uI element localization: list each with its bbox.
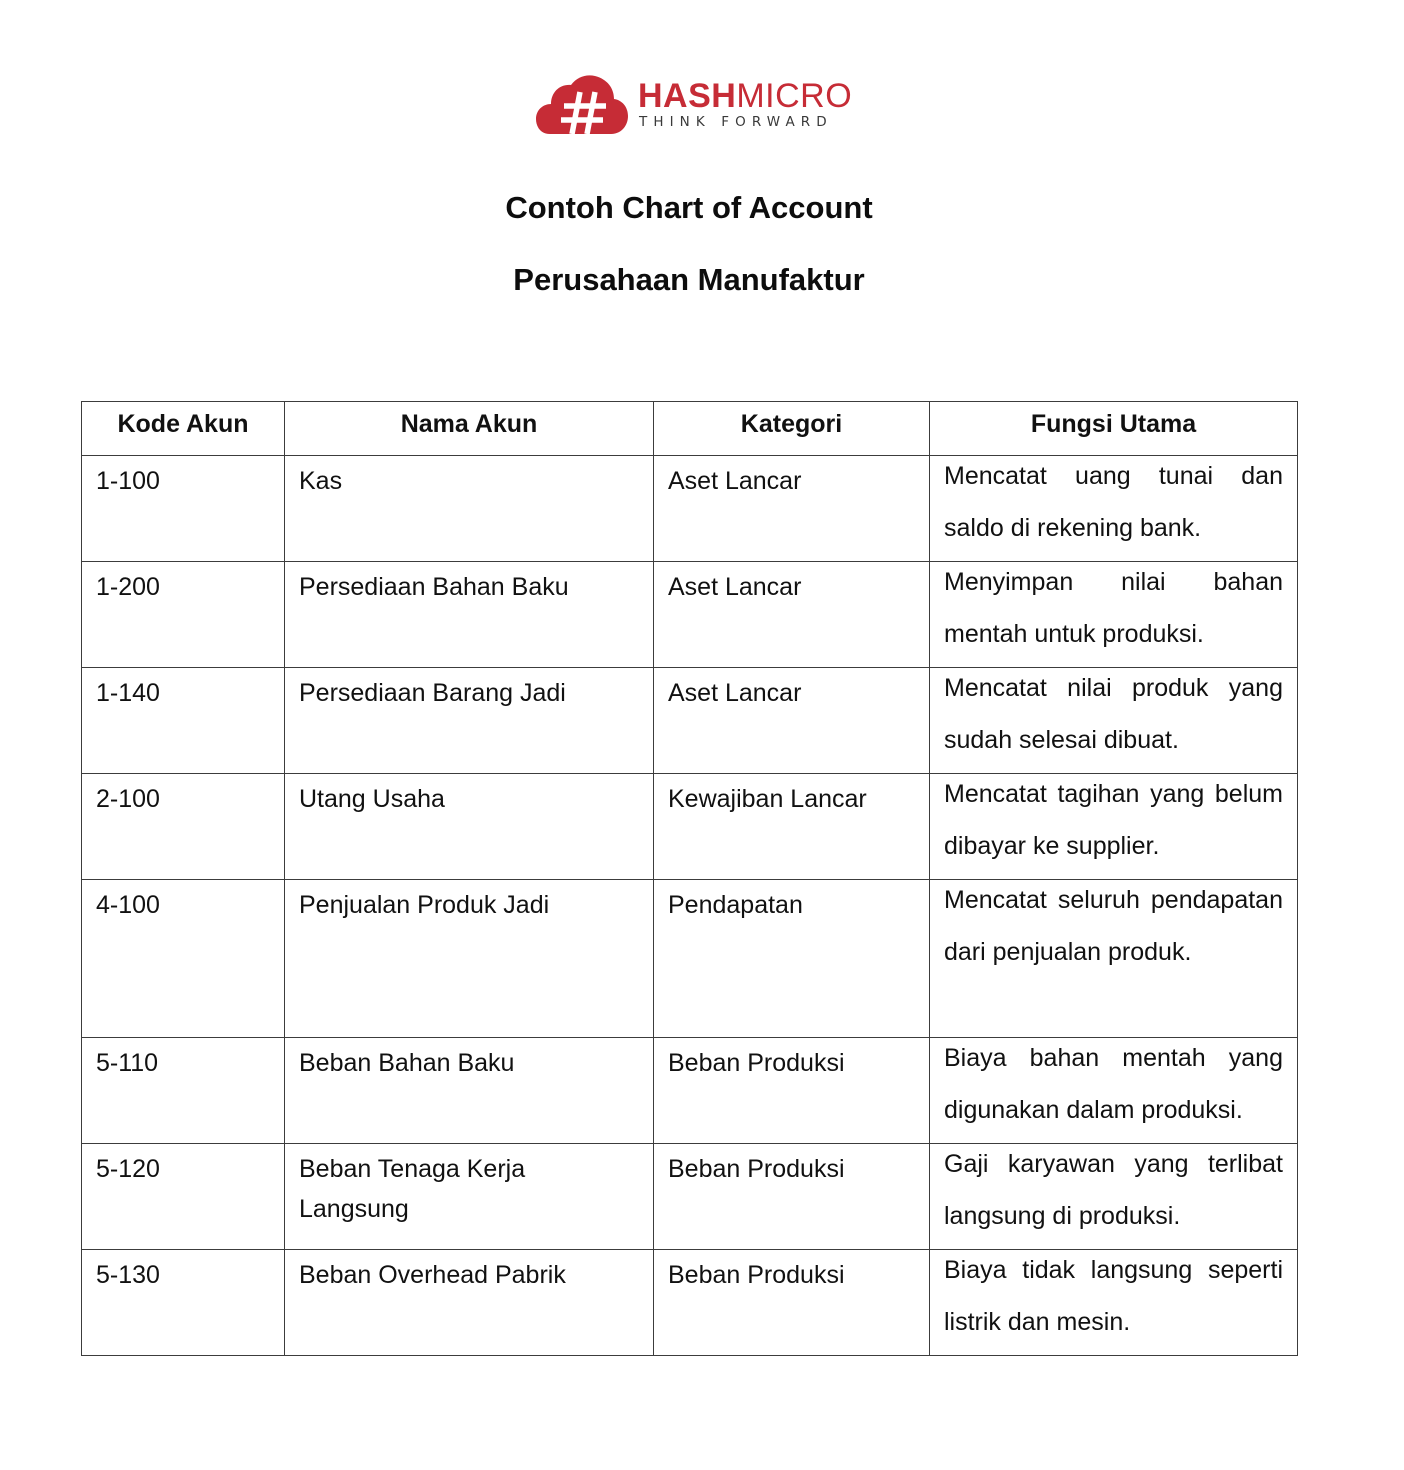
cell-fungsi bbox=[930, 1038, 1298, 1144]
cell-fungsi-text: Biaya tidak langsung seperti listrik dan mesin. bbox=[944, 1256, 1283, 1336]
table-row bbox=[82, 668, 1298, 774]
table-row bbox=[82, 880, 1298, 1038]
cell-fungsi bbox=[930, 562, 1298, 668]
document-title: Contoh Chart of Account bbox=[505, 190, 873, 225]
cell-kategori: Beban Produksi bbox=[654, 1144, 930, 1250]
brand-name-bold: HASH bbox=[638, 77, 737, 115]
table-row bbox=[82, 774, 1298, 880]
cell-fungsi bbox=[930, 774, 1298, 880]
cell-nama: Kas bbox=[285, 456, 654, 562]
cell-nama: Beban Overhead Pabrik bbox=[285, 1250, 654, 1356]
header-nama-akun: Nama Akun bbox=[285, 402, 654, 456]
cell-fungsi-text: Mencatat seluruh pendapatan dari penjualan produk. bbox=[944, 886, 1283, 966]
cell-kategori: Kewajiban Lancar bbox=[654, 774, 930, 880]
table-row bbox=[82, 1250, 1298, 1356]
cell-nama: Utang Usaha bbox=[285, 774, 654, 880]
chart-of-account-table bbox=[81, 401, 1298, 1356]
table-header-row bbox=[82, 402, 1298, 456]
cell-kode: 5-130 bbox=[82, 1250, 285, 1356]
brand-tagline: THINK FORWARD bbox=[639, 114, 833, 130]
brand-name bbox=[638, 76, 852, 116]
header-kode-akun: Kode Akun bbox=[82, 402, 285, 456]
table-row bbox=[82, 1038, 1298, 1144]
cell-fungsi-text: Mencatat uang tunai dan saldo di rekening bank. bbox=[944, 462, 1283, 542]
cell-fungsi-text: Mencatat nilai produk yang sudah selesai dibuat. bbox=[944, 674, 1283, 754]
cell-kategori: Beban Produksi bbox=[654, 1038, 930, 1144]
cell-kode: 1-100 bbox=[82, 456, 285, 562]
hashmicro-logo bbox=[536, 74, 853, 138]
header-kategori: Kategori bbox=[654, 402, 930, 456]
cell-fungsi bbox=[930, 456, 1298, 562]
cell-fungsi bbox=[930, 880, 1298, 1038]
cell-kode: 1-140 bbox=[82, 668, 285, 774]
cell-kategori: Pendapatan bbox=[654, 880, 930, 1038]
cell-fungsi-text: Gaji karyawan yang terlibat langsung di produksi. bbox=[944, 1150, 1283, 1230]
cell-kategori: Aset Lancar bbox=[654, 668, 930, 774]
cell-kategori: Aset Lancar bbox=[654, 456, 930, 562]
cell-kode: 5-110 bbox=[82, 1038, 285, 1144]
cloud-hash-icon bbox=[536, 74, 628, 136]
header-fungsi-utama: Fungsi Utama bbox=[930, 402, 1298, 456]
document-subtitle: Perusahaan Manufaktur bbox=[513, 262, 865, 297]
cell-nama: Persediaan Bahan Baku bbox=[285, 562, 654, 668]
cell-nama: Beban Tenaga Kerja Langsung bbox=[285, 1144, 654, 1250]
cell-fungsi-text: Biaya bahan mentah yang digunakan dalam produksi. bbox=[944, 1044, 1283, 1124]
cell-nama: Persediaan Barang Jadi bbox=[285, 668, 654, 774]
cell-kode: 4-100 bbox=[82, 880, 285, 1038]
cell-kategori: Aset Lancar bbox=[654, 562, 930, 668]
cell-fungsi-text: Mencatat tagihan yang belum dibayar ke supplier. bbox=[944, 780, 1283, 860]
cell-kategori: Beban Produksi bbox=[654, 1250, 930, 1356]
cell-kode: 2-100 bbox=[82, 774, 285, 880]
cell-fungsi bbox=[930, 668, 1298, 774]
table-row bbox=[82, 456, 1298, 562]
cell-kode: 1-200 bbox=[82, 562, 285, 668]
brand-name-regular: MICRO bbox=[736, 77, 853, 115]
table-row bbox=[82, 562, 1298, 668]
cell-fungsi bbox=[930, 1144, 1298, 1250]
cell-fungsi-text: Menyimpan nilai bahan mentah untuk produksi. bbox=[944, 568, 1283, 648]
cell-fungsi bbox=[930, 1250, 1298, 1356]
table-row bbox=[82, 1144, 1298, 1250]
cell-kode: 5-120 bbox=[82, 1144, 285, 1250]
cell-nama: Penjualan Produk Jadi bbox=[285, 880, 654, 1038]
cell-nama: Beban Bahan Baku bbox=[285, 1038, 654, 1144]
